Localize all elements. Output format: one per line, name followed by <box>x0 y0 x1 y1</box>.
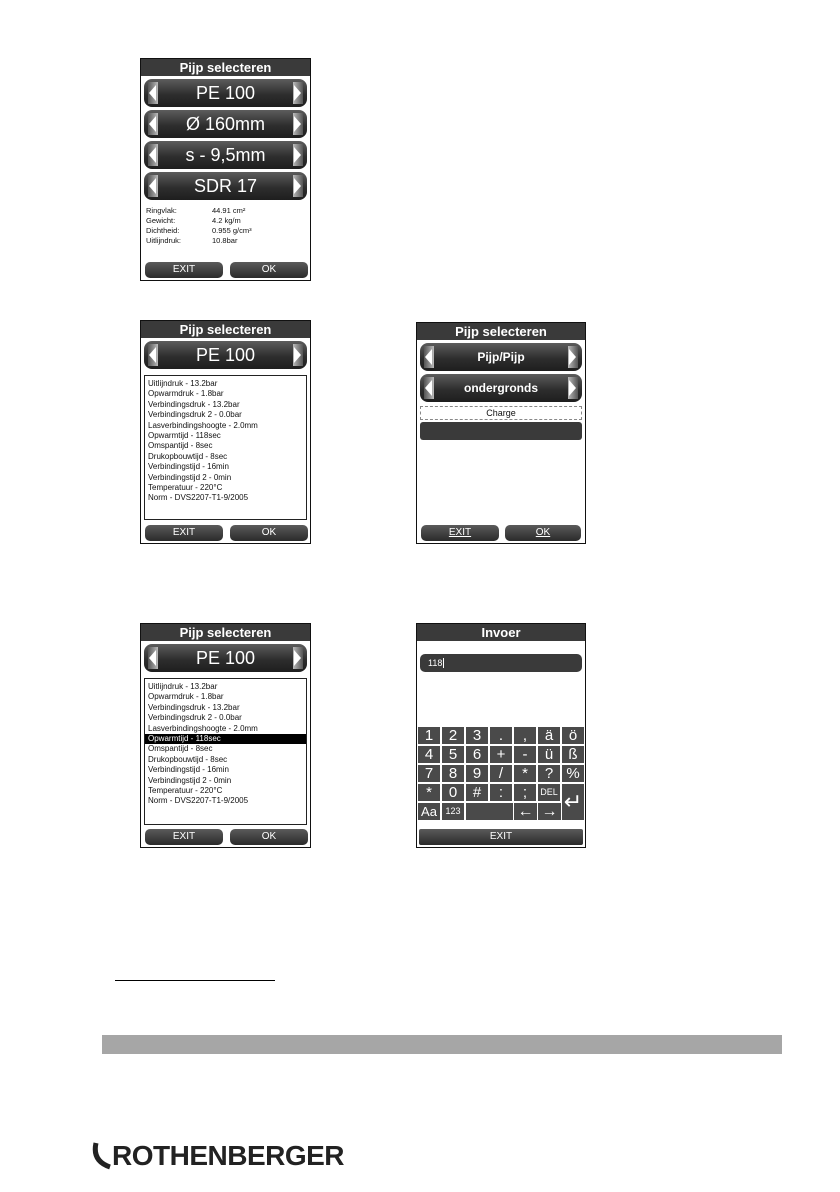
parameter-item[interactable]: Temperatuur - 220°C <box>148 786 223 796</box>
parameter-item[interactable]: Verbindingstijd 2 - 0min <box>148 775 232 785</box>
numeric-mode-key[interactable]: 123 <box>442 803 465 820</box>
parameter-item[interactable]: Lasverbindingshoogte - 2.0mm <box>148 420 258 430</box>
selector-value: PE 100 <box>195 83 256 103</box>
key[interactable]: * <box>514 765 537 782</box>
case-toggle-key[interactable]: Aa <box>418 803 441 820</box>
key[interactable]: 1 <box>418 727 441 744</box>
parameter-item[interactable]: Verbindingstijd 2 - 0min <box>148 472 232 482</box>
parameter-item[interactable]: Drukopbouwtijd - 8sec <box>148 451 228 461</box>
enter-key[interactable]: ↵ <box>562 784 585 820</box>
charge-label: Charge <box>420 406 582 420</box>
arrow-right-icon[interactable] <box>568 377 578 399</box>
screen-title: Pijp selecteren <box>417 323 585 340</box>
arrow-left-icon[interactable] <box>148 144 158 166</box>
selector-value: Ø 160mm <box>185 114 266 134</box>
parameter-item[interactable]: Verbindingsdruk - 13.2bar <box>148 399 240 409</box>
key[interactable]: : <box>490 784 513 801</box>
key[interactable]: 6 <box>466 746 489 763</box>
pipe-info-panel <box>141 200 310 246</box>
key[interactable]: % <box>562 765 585 782</box>
info-row <box>146 236 310 246</box>
key[interactable]: + <box>490 746 513 763</box>
key[interactable]: / <box>490 765 513 782</box>
ok-button[interactable]: OK <box>230 829 308 845</box>
connection-type-selector[interactable] <box>420 343 582 371</box>
parameter-item[interactable]: Omspantijd - 8sec <box>148 744 213 754</box>
ok-button[interactable]: OK <box>230 525 308 541</box>
arrow-right-icon[interactable] <box>293 175 303 197</box>
parameter-item[interactable]: Verbindingsdruk - 13.2bar <box>148 702 240 712</box>
info-value: 0.955 g/cm³ <box>212 226 252 235</box>
selector-value: Pijp/Pijp <box>477 350 525 364</box>
key[interactable]: * <box>418 784 441 801</box>
key[interactable]: 9 <box>466 765 489 782</box>
screen-title: Invoer <box>417 624 585 641</box>
parameter-item[interactable]: Norm - DVS2207-T1-9/2005 <box>148 493 249 503</box>
info-label: Gewicht: <box>146 216 176 225</box>
screen-pipe-select-type <box>416 322 586 544</box>
material-selector[interactable] <box>144 79 307 107</box>
arrow-right-icon[interactable] <box>293 113 303 135</box>
key[interactable]: 7 <box>418 765 441 782</box>
key[interactable]: ö <box>562 727 585 744</box>
screen-title: Pijp selecteren <box>141 624 310 641</box>
brand-name: ROTHENBERGER <box>112 1140 345 1171</box>
cursor-left-key[interactable]: ← <box>514 803 538 820</box>
screen-pipe-select-details <box>140 58 311 281</box>
space-key[interactable] <box>466 803 514 820</box>
info-value: 10.8bar <box>212 236 238 245</box>
sdr-selector[interactable] <box>144 172 307 200</box>
installation-selector[interactable] <box>420 374 582 402</box>
info-value: 44.91 cm² <box>212 206 246 215</box>
diameter-selector[interactable] <box>144 110 307 138</box>
material-value: PE 100 <box>195 345 256 365</box>
keyboard <box>417 727 585 827</box>
arrow-left-icon[interactable] <box>148 344 158 366</box>
cursor-right-key[interactable]: → <box>538 803 562 820</box>
ok-button[interactable]: OK <box>230 262 308 278</box>
screen-title: Pijp selecteren <box>141 59 310 76</box>
delete-key[interactable]: DEL <box>538 784 561 801</box>
parameter-item[interactable]: Uitlijndruk - 13.2bar <box>148 682 218 691</box>
parameter-item[interactable]: Opwarmdruk - 1.8bar <box>148 692 224 702</box>
info-label: Uitlijndruk: <box>146 236 182 245</box>
key[interactable]: 5 <box>442 746 465 763</box>
parameter-item[interactable]: Temperatuur - 220°C <box>148 483 223 493</box>
parameter-item[interactable]: Verbindingstijd - 16min <box>148 462 229 472</box>
info-label: Dichtheid: <box>146 226 180 235</box>
selector-value: ondergronds <box>464 381 538 395</box>
screen-pipe-select-params <box>140 320 311 544</box>
material-value: PE 100 <box>195 648 256 668</box>
key[interactable]: 4 <box>418 746 441 763</box>
input-field[interactable] <box>420 654 582 672</box>
parameter-item[interactable]: Norm - DVS2207-T1-9/2005 <box>148 796 249 806</box>
parameter-item[interactable]: Opwarmdruk - 1.8bar <box>148 389 224 399</box>
selector-value: SDR 17 <box>193 176 258 196</box>
logo-swoosh-icon <box>90 1141 114 1171</box>
parameter-list[interactable] <box>144 678 307 825</box>
material-selector[interactable] <box>144 341 307 369</box>
key[interactable]: - <box>514 746 537 763</box>
screen-input-keyboard <box>416 623 586 848</box>
parameter-item[interactable]: Lasverbindingshoogte - 2.0mm <box>148 723 258 733</box>
parameter-item[interactable]: Uitlijndruk - 13.2bar <box>148 379 218 388</box>
arrow-right-icon[interactable] <box>293 647 303 669</box>
arrow-right-icon[interactable] <box>293 82 303 104</box>
info-row <box>146 216 310 226</box>
parameter-item[interactable]: Verbindingsdruk 2 - 0.0bar <box>148 410 242 420</box>
screen-title: Pijp selecteren <box>141 321 310 338</box>
parameter-list[interactable] <box>144 375 307 520</box>
separator-line <box>115 980 275 981</box>
exit-button[interactable]: EXIT <box>421 525 499 541</box>
key[interactable]: . <box>490 727 513 744</box>
exit-button[interactable]: EXIT <box>145 262 223 278</box>
info-row <box>146 206 310 216</box>
screen-pipe-select-highlight <box>140 623 311 848</box>
parameter-item[interactable]: Verbindingsdruk 2 - 0.0bar <box>148 713 242 723</box>
section-bar <box>102 1035 782 1054</box>
arrow-left-icon[interactable] <box>148 113 158 135</box>
key[interactable]: 2 <box>442 727 465 744</box>
key[interactable]: 8 <box>442 765 465 782</box>
arrow-left-icon[interactable] <box>424 346 434 368</box>
info-value: 4.2 kg/m <box>212 216 241 225</box>
parameter-item[interactable]: Omspantijd - 8sec <box>148 441 213 451</box>
ok-button[interactable]: OK <box>505 525 581 541</box>
arrow-right-icon[interactable] <box>568 346 578 368</box>
material-selector[interactable] <box>144 644 307 672</box>
parameter-item[interactable]: Verbindingstijd - 16min <box>148 765 229 775</box>
key[interactable]: # <box>466 784 489 801</box>
parameter-item[interactable]: Opwarmtijd - 118sec <box>148 431 221 441</box>
key[interactable]: ? <box>538 765 561 782</box>
arrow-left-icon[interactable] <box>148 647 158 669</box>
key[interactable]: , <box>514 727 537 744</box>
rothenberger-logo <box>90 1140 344 1172</box>
arrow-right-icon[interactable] <box>293 344 303 366</box>
wall-thickness-selector[interactable] <box>144 141 307 169</box>
key[interactable]: ä <box>538 727 561 744</box>
input-value: 118 <box>428 658 443 668</box>
key[interactable]: 0 <box>442 784 465 801</box>
exit-button[interactable]: EXIT <box>419 829 583 845</box>
arrow-right-icon[interactable] <box>293 144 303 166</box>
key[interactable]: ; <box>514 784 537 801</box>
charge-input[interactable] <box>420 422 582 440</box>
arrow-left-icon[interactable] <box>148 175 158 197</box>
arrow-left-icon[interactable] <box>424 377 434 399</box>
key[interactable]: 3 <box>466 727 489 744</box>
arrow-left-icon[interactable] <box>148 82 158 104</box>
selector-value: s - 9,5mm <box>185 145 266 165</box>
exit-button[interactable]: EXIT <box>145 525 223 541</box>
parameter-item[interactable]: Drukopbouwtijd - 8sec <box>148 754 228 764</box>
exit-button[interactable]: EXIT <box>145 829 223 845</box>
info-label: Ringvlak: <box>146 206 177 215</box>
info-row <box>146 226 310 236</box>
parameter-item[interactable]: Opwarmtijd - 118sec <box>145 734 306 744</box>
key[interactable]: ü <box>538 746 561 763</box>
key[interactable]: ß <box>562 746 585 763</box>
